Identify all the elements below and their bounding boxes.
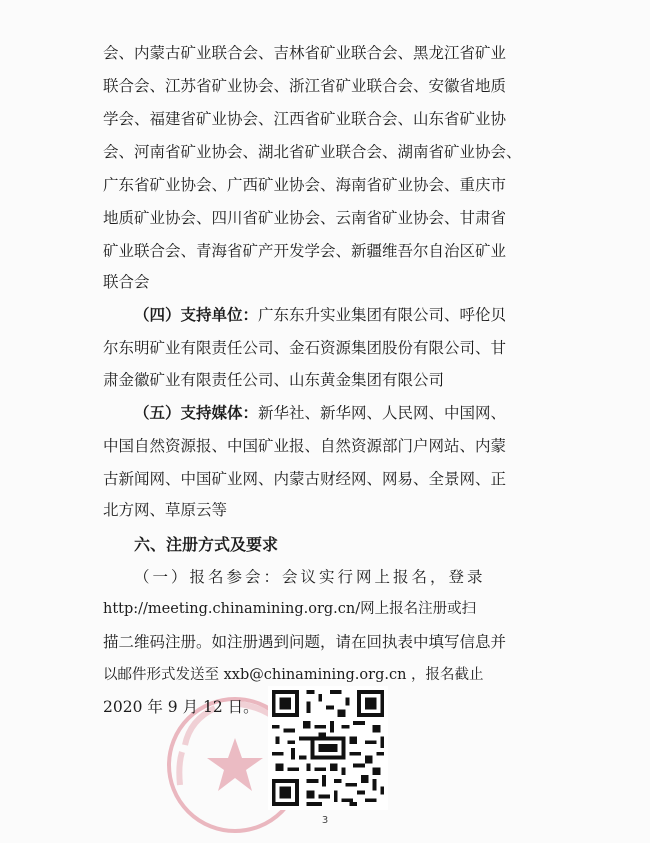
org-line-5: 广东省矿业协会、广西矿业协会、海南省矿业协会、重庆市 xyxy=(103,176,507,194)
support-media-line-4: 北方网、草原云等 xyxy=(103,501,228,519)
org-line-6: 地质矿业协会、四川省矿业协会、云南省矿业协会、甘肃省 xyxy=(103,209,507,227)
qr-code xyxy=(268,686,388,810)
registration-line-2: http://meeting.chinamining.org.cn/网上报名注册或扫 xyxy=(103,601,477,617)
page-number: 3 xyxy=(321,815,329,826)
support-units-line-3: 肃金徽矿业有限责任公司、山东黄金集团有限公司 xyxy=(103,371,445,389)
registration-line-4: 以邮件形式发送至 xxb@chinamining.org.cn ，报名截止 xyxy=(103,667,484,683)
support-units-label: （四）支持单位： xyxy=(134,305,259,324)
registration-line-3: 描二维码注册。如注册遇到问题，请在回执表中填写信息并 xyxy=(103,633,507,651)
registration-line-1: （一）报名参会：会议实行网上报名，登录 xyxy=(134,568,486,586)
support-media-text: 新华社、新华网、人民网、中国网、 xyxy=(258,404,507,422)
support-media-line-1 xyxy=(134,400,564,426)
org-line-7: 矿业联合会、青海省矿产开发学会、新疆维吾尔自治区矿业 xyxy=(103,242,507,260)
org-line-4: 会、河南省矿业协会、湖北省矿业联合会、湖南省矿业协会、 xyxy=(103,143,522,161)
org-line-1: 会、内蒙古矿业联合会、吉林省矿业联合会、黑龙江省矿业 xyxy=(103,44,507,62)
org-line-3: 学会、福建省矿业协会、江西省矿业联合会、山东省矿业协 xyxy=(103,110,507,128)
org-line-8: 联合会 xyxy=(103,273,150,291)
support-media-label: （五）支持媒体： xyxy=(134,403,259,422)
support-media-line-3: 古新闻网、中国矿业网、内蒙古财经网、网易、全景网、正 xyxy=(103,470,507,488)
support-units-line-1 xyxy=(134,302,564,328)
org-line-2: 联合会、江苏省矿业协会、浙江省矿业联合会、安徽省地质 xyxy=(103,77,507,95)
support-units-text: 广东东升实业集团有限公司、呼伦贝 xyxy=(258,306,507,324)
section-6-heading: 六、注册方式及要求 xyxy=(134,535,279,554)
registration-line-5: 2020 年 9 月 12 日。 xyxy=(103,698,259,716)
support-media-line-2: 中国自然资源报、中国矿业报、自然资源部门户网站、内蒙 xyxy=(103,437,507,455)
support-units-line-2: 尔东明矿业有限责任公司、金石资源集团股份有限公司、甘 xyxy=(103,339,507,357)
